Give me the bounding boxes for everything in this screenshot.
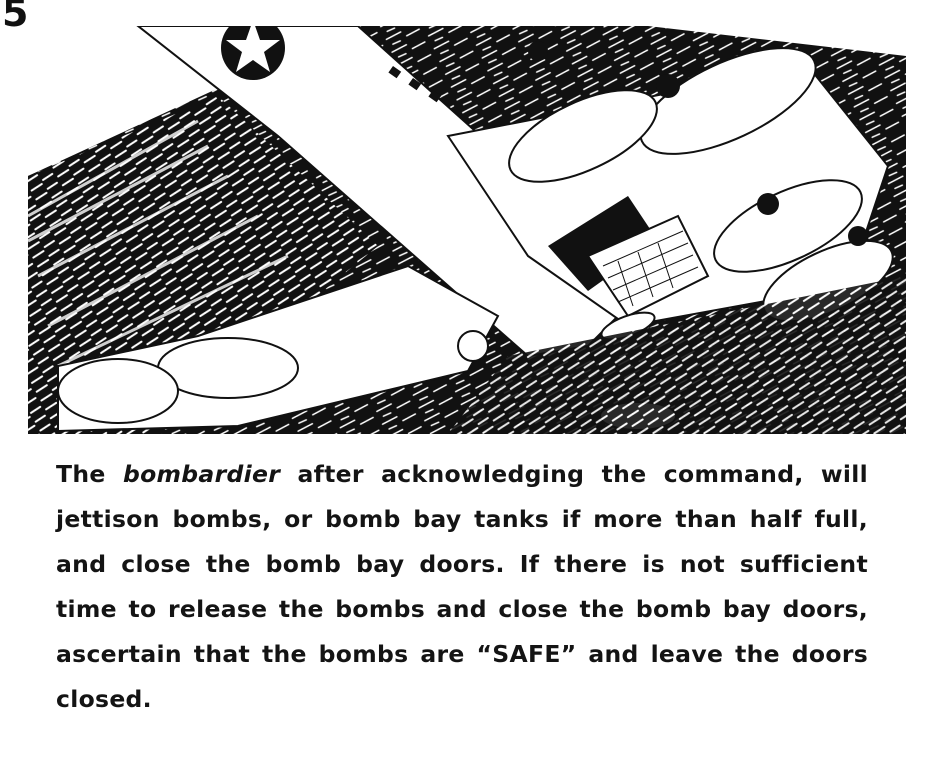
caption-paragraph <box>56 452 868 722</box>
caption-emphasis: bombardier <box>122 460 281 488</box>
caption-body: after acknowledging the command, will jettison bombs, or bomb bay tanks if more than half full, and close the bomb bay doors. If there is not sufficient time to release the bombs and close the bomb bay doors, ascertain that the bombs are “SAFE” and leave the doors closed. <box>56 460 868 713</box>
page-number: 5 <box>2 0 29 35</box>
caption-lead: The <box>56 460 123 488</box>
bomber-illustration <box>28 26 906 434</box>
